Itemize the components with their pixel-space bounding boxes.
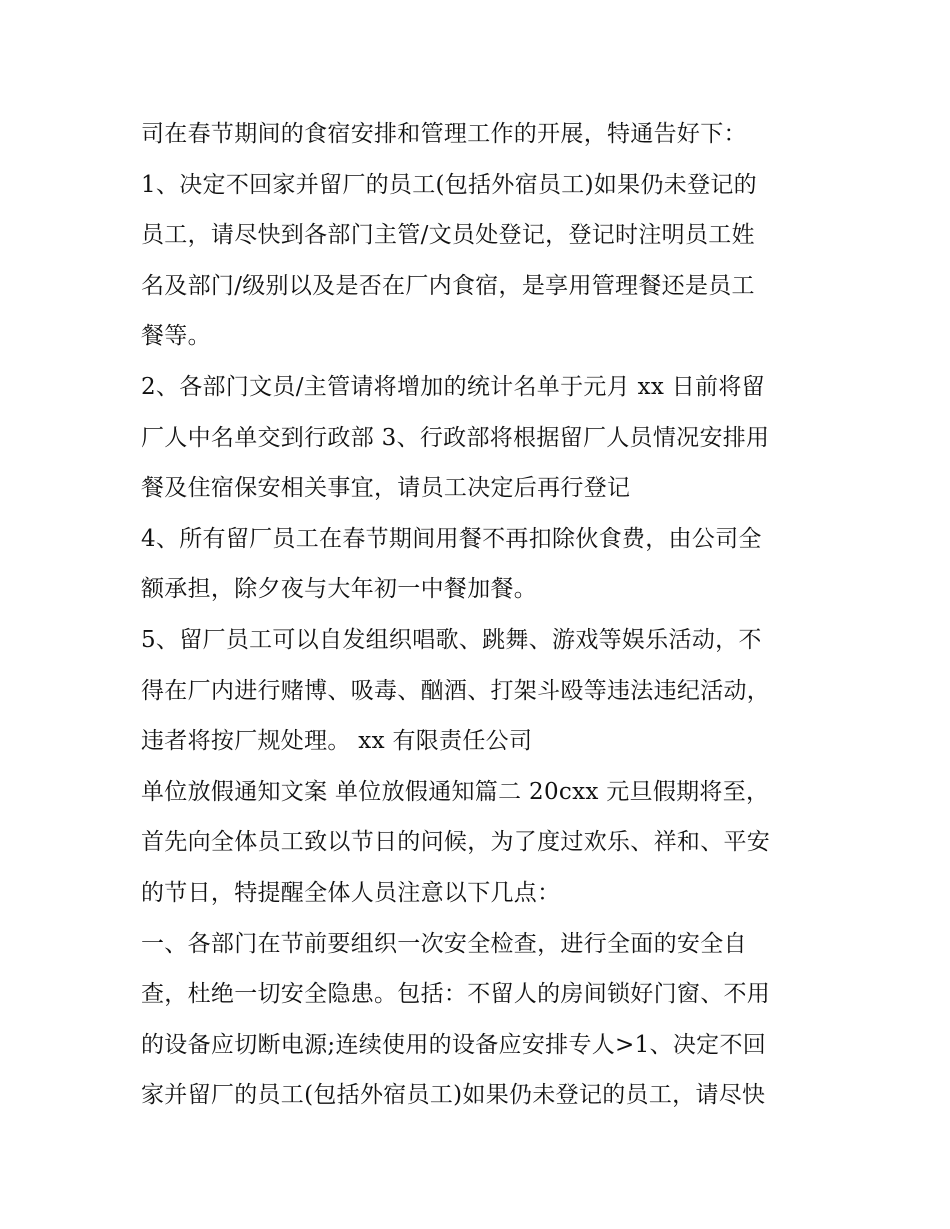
text-line: 得在厂内进行赌博、吸毒、酗酒、打架斗殴等违法违纪活动， (141, 677, 771, 704)
text-line: 违者将按厂规处理。 xx 有限责任公司 (141, 728, 533, 755)
text-line: 名及部门/级别以及是否在厂内食宿，是享用管理餐还是员工 (141, 272, 755, 299)
text-line: 司在春节期间的食宿安排和管理工作的开展，特通告好下： (141, 121, 747, 147)
text-line: 一、各部门在节前要组织一次安全检查，进行全面的安全自 (141, 930, 747, 957)
text-line: 家并留厂的员工(包括外宿员工)如果仍未登记的员工，请尽快 (141, 1082, 766, 1109)
text-line: 餐等。 (141, 323, 211, 350)
text-line: 首先向全体员工致以节日的问候，为了度过欢乐、祥和、平安 (141, 829, 771, 856)
text-line: 5、留厂员工可以自发组织唱歌、跳舞、游戏等娱乐活动，不 (141, 626, 762, 653)
text-line: 2、各部门文员/主管请将增加的统计名单于元月 xx 日前将留 (141, 373, 765, 400)
text-line: 额承担，除夕夜与大年初一中餐加餐。 (141, 576, 538, 603)
text-line: 厂人中名单交到行政部 3、行政部将根据留厂人员情况安排用 (141, 424, 770, 451)
text-line: 餐及住宿保安相关事宜，请员工决定后再行登记 (141, 475, 631, 502)
text-line: 1、决定不回家并留厂的员工(包括外宿员工)如果仍未登记的 (141, 171, 757, 198)
document-body (141, 109, 821, 1121)
text-line: 单位放假通知文案 单位放假通知篇二 20cxx 元旦假期将至， (141, 778, 770, 805)
text-line: 员工，请尽快到各部门主管/文员处登记，登记时注明员工姓 (141, 222, 755, 249)
text-line: 的设备应切断电源;连续使用的设备应安排专人>1、决定不回 (141, 1031, 767, 1058)
text-line: 查，杜绝一切安全隐患。包括：不留人的房间锁好门窗、不用 (141, 981, 771, 1008)
text-line: 的节日，特提醒全体人员注意以下几点： (141, 879, 561, 906)
text-line: 4、所有留厂员工在春节期间用餐不再扣除伙食费，由公司全 (141, 525, 762, 552)
